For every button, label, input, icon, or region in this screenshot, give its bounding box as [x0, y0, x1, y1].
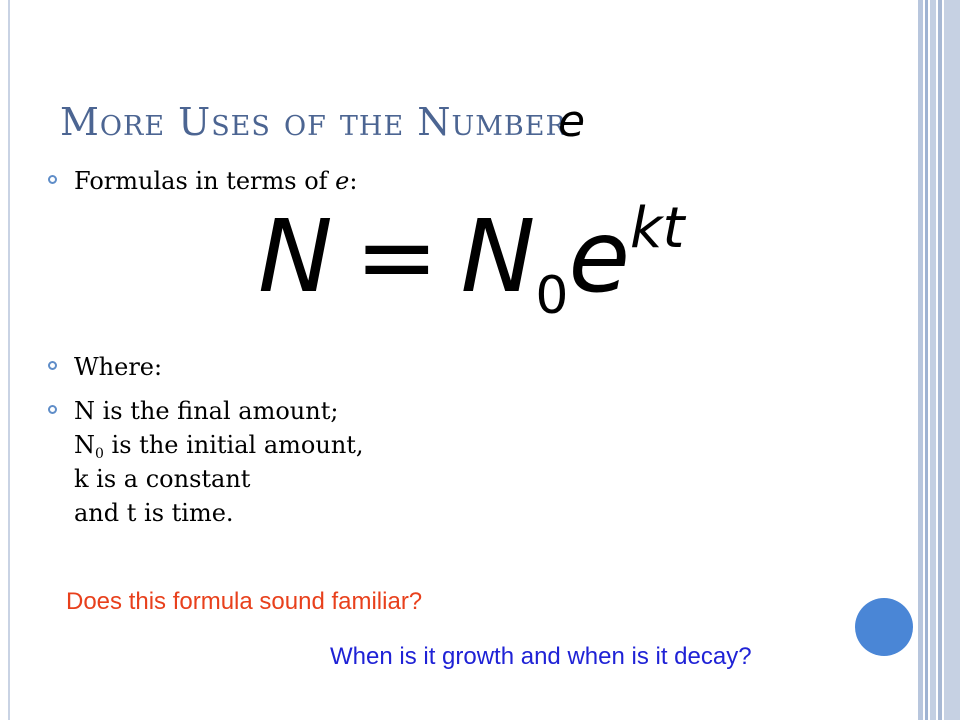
definition-subscript: 0 [95, 446, 104, 462]
slide-title: More Uses of the Number [60, 100, 567, 144]
right-decor-stripe [930, 0, 936, 720]
right-decor-stripe [938, 0, 942, 720]
bullet-circle-icon [48, 175, 57, 184]
bullet-text-prefix: Formulas in terms of [74, 167, 336, 195]
formula-equals: = [354, 198, 439, 315]
formula-exponent: kt [630, 196, 685, 261]
decorative-circle [855, 598, 913, 656]
bullet-text: Where: [74, 353, 163, 381]
right-decor-stripe [944, 0, 960, 720]
bullet-circle-icon [48, 361, 57, 370]
bullet-text-suffix: : [349, 167, 358, 195]
definition-line [74, 430, 364, 464]
right-decor-stripe [918, 0, 923, 720]
growth-formula [258, 196, 685, 329]
definition-n: N [74, 431, 95, 459]
formula-base: N [460, 198, 536, 315]
left-border-line [8, 0, 10, 720]
formula-base-subscript: 0 [535, 266, 569, 326]
definition-line: N is the final amount; [74, 397, 339, 425]
bullet-text-emph: e [335, 167, 350, 195]
definition-line: and t is time. [74, 499, 234, 527]
definitions-text [74, 396, 364, 532]
title-symbol-e: e [558, 96, 586, 147]
question-growth-decay: When is it growth and when is it decay? [330, 643, 752, 670]
formula-exp-base: e [568, 198, 631, 315]
right-decor-stripe [925, 0, 928, 720]
formula-lhs: N [258, 198, 333, 315]
question-familiar: Does this formula sound familiar? [66, 588, 423, 615]
bullet-circle-icon [48, 405, 57, 414]
bullet-text [74, 166, 357, 196]
definition-rest: is the initial amount, [103, 431, 364, 459]
definition-line: k is a constant [74, 465, 251, 493]
